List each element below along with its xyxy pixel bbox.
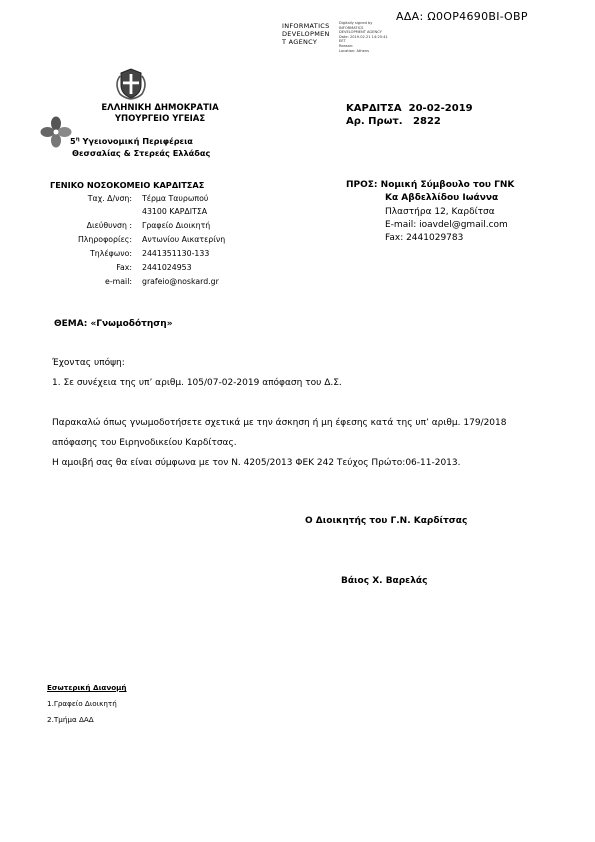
hospital-name: ΓΕΝΙΚΟ ΝΟΣΟΚΟΜΕΙΟ ΚΑΡΔΙΤΣΑΣ — [50, 180, 205, 190]
hospital-value: Γραφείο Διοικητή — [142, 221, 211, 230]
signatory-title: Ο Διοικητής του Γ.Ν. Καρδίτσας — [305, 516, 468, 526]
body-reference: 1. Σε συνέχεια της υπ’ αριθμ. 105/07-02-2019 απόφαση του Δ.Σ. — [52, 378, 342, 388]
date-line: ΚΑΡΔΙΤΣΑ 20-02-2019 — [346, 103, 473, 114]
recipient-to: ΠΡΟΣ: Νομική Σύμβουλο του ΓΝΚ — [346, 180, 515, 190]
ada-code: ΑΔΑ: Ω0ΟΡ4690ΒΙ-ΟΒΡ — [396, 10, 528, 23]
hospital-value: 43100 ΚΑΡΔΙΤΣΑ — [142, 207, 208, 216]
hospital-value: 2441024953 — [142, 263, 192, 272]
protocol-line: Αρ. Πρωτ. 2822 — [346, 116, 441, 127]
recipient-fax: Fax: 2441029783 — [385, 233, 464, 243]
distribution-item: 2.Τμήμα ΔΑΔ — [47, 715, 94, 724]
distribution-item: 1.Γραφείο Διοικητή — [47, 699, 117, 708]
hospital-label: Τηλέφωνο: — [90, 249, 132, 258]
greek-emblem-icon — [112, 66, 150, 100]
recipient-email[interactable]: E-mail: ioavdel@gmail.com — [385, 220, 508, 230]
ministry-title: ΥΠΟΥΡΓΕΙΟ ΥΓΕΙΑΣ — [114, 114, 206, 124]
hospital-label: Fax: — [116, 263, 132, 272]
hospital-label: Διεύθυνση : — [86, 221, 132, 230]
recipient-address: Πλαστήρα 12, Καρδίτσα — [385, 207, 495, 217]
hospital-email[interactable]: grafeio@noskard.gr — [142, 277, 219, 286]
subject-line: ΘΕΜΑ: «Γνωμοδότηση» — [54, 319, 173, 329]
body-request-line2: απόφασης του Ειρηνοδικείου Καρδίτσας. — [52, 438, 237, 448]
signatory-name: Βάιος Χ. Βαρελάς — [341, 576, 428, 586]
hospital-value: Αντωνίου Αικατερίνη — [142, 235, 226, 244]
hospital-label: Ταχ. Δ/νση: — [87, 194, 132, 203]
health-region-line2: Θεσσαλίας & Στερεάς Ελλάδας — [72, 148, 211, 158]
distribution-heading: Εσωτερική Διανομή — [47, 683, 127, 692]
hospital-label: Πληροφορίες: — [77, 235, 132, 244]
recipient-name: Κα Αβδελλίδου Ιωάννα — [385, 193, 499, 203]
health-region-line1: $5^\eta$ Υγειονομική Περιφέρεια — [70, 136, 193, 146]
republic-title: ΕΛΛΗΝΙΚΗ ΔΗΜΟΚΡΑΤΙΑ — [101, 103, 219, 113]
signature-stamp-org: INFORMATICS DEVELOPMEN T AGENCY — [282, 22, 330, 46]
body-considering: Έχοντας υπόψη: — [52, 358, 125, 368]
hospital-label: e-mail: — [105, 277, 132, 286]
signature-stamp-details: Digitally signed by INFORMATICS DEVELOPMENT AGENCY Date: 2019.02.21 14:25:41 EET Reason: Location: Athens — [339, 21, 388, 53]
body-request-line1: Παρακαλώ όπως γνωμοδοτήσετε σχετικά με την άσκηση ή μη έφεσης κατά της υπ’ αριθμ. 179/2018 — [52, 418, 507, 428]
hospital-value: Τέρμα Ταυρωπού — [142, 194, 209, 203]
hospital-value: 2441351130-133 — [142, 249, 210, 258]
health-region-logo-icon — [40, 116, 72, 148]
body-fee: Η αμοιβή σας θα είναι σύμφωνα με τον Ν. 4205/2013 ΦΕΚ 242 Τεύχος Πρώτο:06-11-2013. — [52, 458, 461, 468]
